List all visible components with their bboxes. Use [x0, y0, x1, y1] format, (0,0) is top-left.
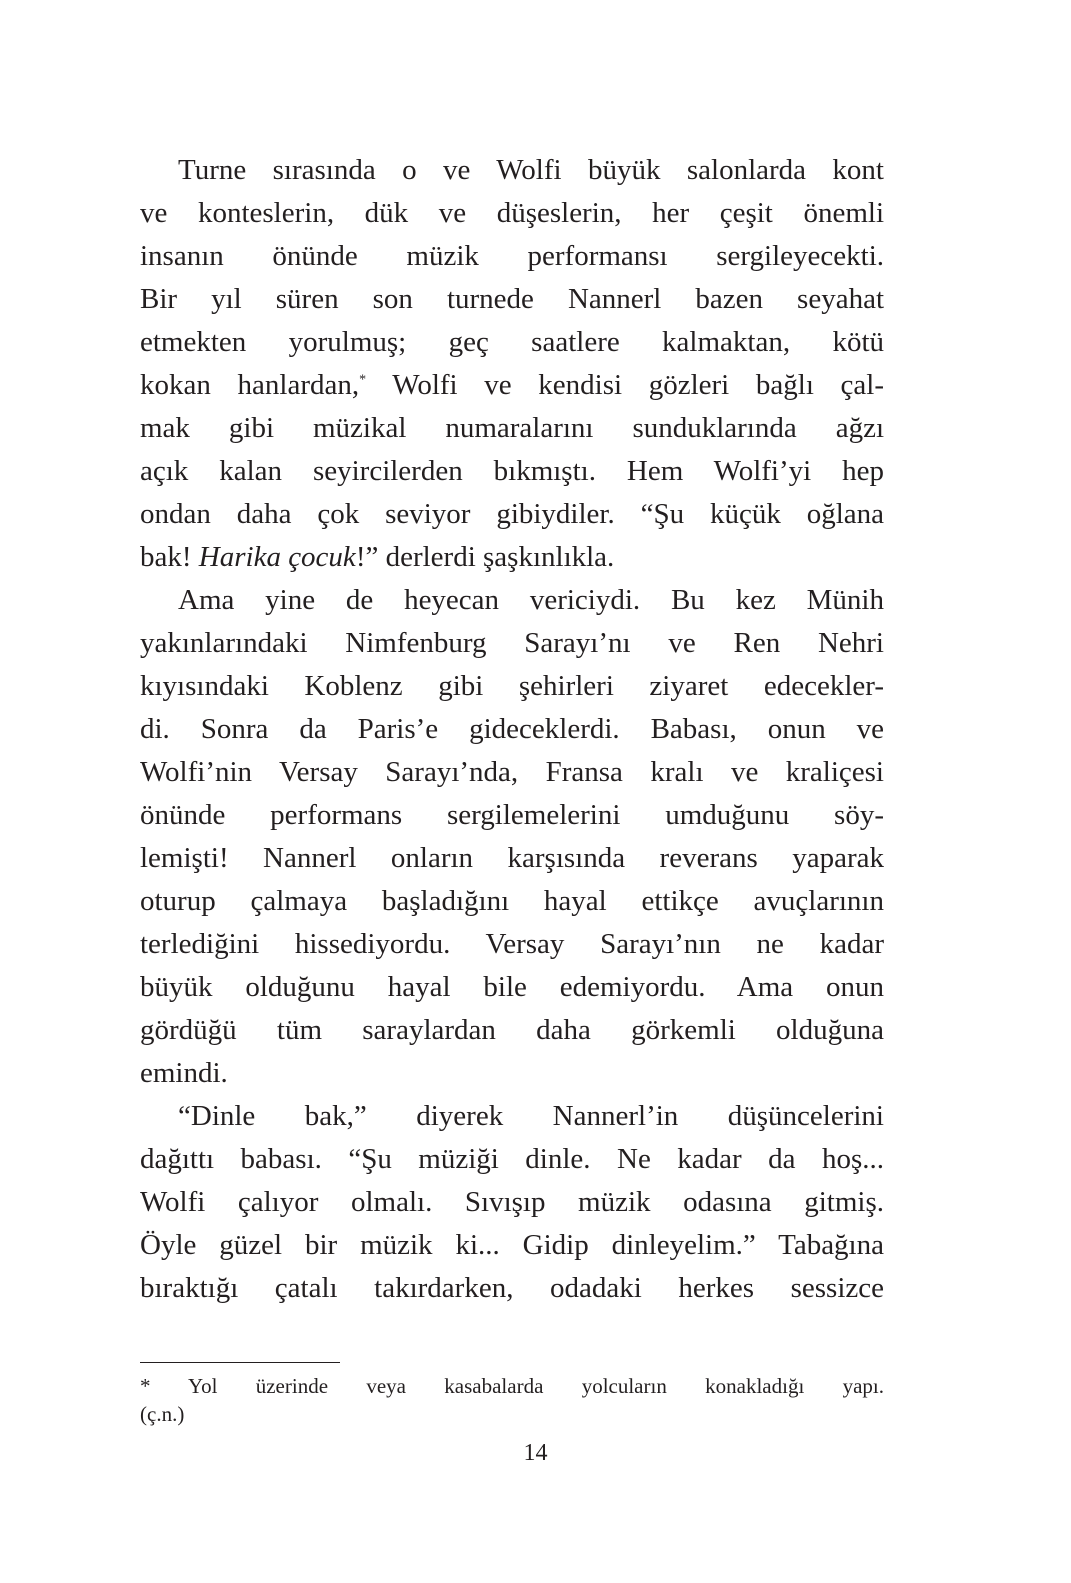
text-segment: kokan hanlardan,	[140, 369, 360, 401]
text-line	[140, 880, 884, 923]
text-line	[140, 149, 884, 192]
text-line	[140, 364, 884, 407]
text-line	[140, 665, 884, 708]
footnote-line: (ç.n.)	[140, 1402, 185, 1426]
text-segment: terlediğini hissediyordu. Versay Sarayı’nın ne kadar	[140, 928, 884, 960]
text-segment: ondan daha çok seviyor gibiydiler. “Şu küçük oğlana	[140, 498, 884, 530]
text-segment: insanın önünde müzik performansı sergileyecekti.	[140, 240, 884, 272]
text-line	[140, 1267, 884, 1310]
text-segment: yakınlarındaki Nimfenburg Sarayı’nı ve Ren Nehri	[140, 627, 884, 659]
text-segment: Wolfi çalıyor olmalı. Sıvışıp müzik odasına gitmiş.	[140, 1186, 884, 1218]
text-line	[140, 1224, 884, 1267]
footnote-divider	[140, 1362, 340, 1363]
text-segment: Öyle güzel bir müzik ki... Gidip dinleyelim.” Tabağına	[140, 1229, 884, 1261]
text-segment: önünde performans sergilemelerini umduğunu söy-	[140, 799, 884, 831]
text-line	[140, 235, 884, 278]
text-segment: açık kalan seyircilerden bıkmıştı. Hem Wolfi’yi hep	[140, 455, 884, 487]
text-line	[140, 794, 884, 837]
text-line	[140, 493, 884, 536]
text-line	[140, 278, 884, 321]
text-line	[140, 579, 884, 622]
text-segment: Ama yine de heyecan vericiydi. Bu kez Münih	[178, 584, 884, 616]
text-segment: !” derlerdi şaşkınlıkla.	[355, 541, 615, 573]
text-segment: bıraktığı çatalı takırdarken, odadaki herkes sessizce	[140, 1272, 884, 1304]
italic-text: Harika çocuk	[198, 541, 356, 573]
text-segment: lemişti! Nannerl onların karşısında reverans yaparak	[140, 842, 884, 874]
footnote-marker: *	[359, 372, 367, 388]
text-line	[140, 1181, 884, 1224]
page-number: 14	[523, 1440, 548, 1466]
text-line	[140, 321, 884, 364]
text-segment: ve konteslerin, dük ve düşeslerin, her çeşit önemli	[140, 197, 884, 229]
text-segment: Turne sırasında o ve Wolfi büyük salonlarda kont	[178, 154, 884, 186]
text-line	[140, 837, 884, 880]
text-line	[140, 622, 884, 665]
text-segment: gördüğü tüm saraylardan daha görkemli olduğuna	[140, 1014, 884, 1046]
text-line	[140, 966, 884, 1009]
footnote-line: * Yol üzerinde veya kasabalarda yolcuların konakladığı yapı.	[140, 1374, 884, 1398]
text-line	[140, 1052, 884, 1095]
text-line	[140, 192, 884, 235]
text-line	[140, 536, 884, 579]
text-line	[140, 1009, 884, 1052]
text-line	[140, 708, 884, 751]
text-segment: dağıttı babası. “Şu müziği dinle. Ne kadar da hoş...	[140, 1143, 884, 1175]
text-line	[140, 407, 884, 450]
text-segment: büyük olduğunu hayal bile edemiyordu. Ama onun	[140, 971, 884, 1003]
text-line	[140, 1138, 884, 1181]
text-segment: Bir yıl süren son turnede Nannerl bazen seyahat	[140, 283, 884, 315]
text-line	[140, 450, 884, 493]
text-segment: Wolfi ve kendisi gözleri bağlı çal-	[366, 369, 885, 401]
text-line	[140, 751, 884, 794]
text-segment: Wolfi’nin Versay Sarayı’nda, Fransa kralı ve kraliçesi	[140, 756, 884, 788]
text-line	[140, 923, 884, 966]
text-segment: kıyısındaki Koblenz gibi şehirleri ziyaret edecekler-	[140, 670, 884, 702]
footnote	[140, 1372, 884, 1428]
text-segment: etmekten yorulmuş; geç saatlere kalmaktan, kötü	[140, 326, 884, 358]
text-segment: mak gibi müzikal numaralarını sunduklarında ağzı	[140, 412, 884, 444]
text-line	[140, 1095, 884, 1138]
text-segment: bak!	[140, 541, 199, 573]
body-text	[140, 149, 884, 1310]
text-segment: di. Sonra da Paris’e gideceklerdi. Babası, onun ve	[140, 713, 884, 745]
text-segment: emindi.	[140, 1057, 228, 1089]
text-segment: oturup çalmaya başladığını hayal ettikçe avuçlarının	[140, 885, 884, 917]
text-segment: “Dinle bak,” diyerek Nannerl’in düşüncelerini	[178, 1100, 884, 1132]
